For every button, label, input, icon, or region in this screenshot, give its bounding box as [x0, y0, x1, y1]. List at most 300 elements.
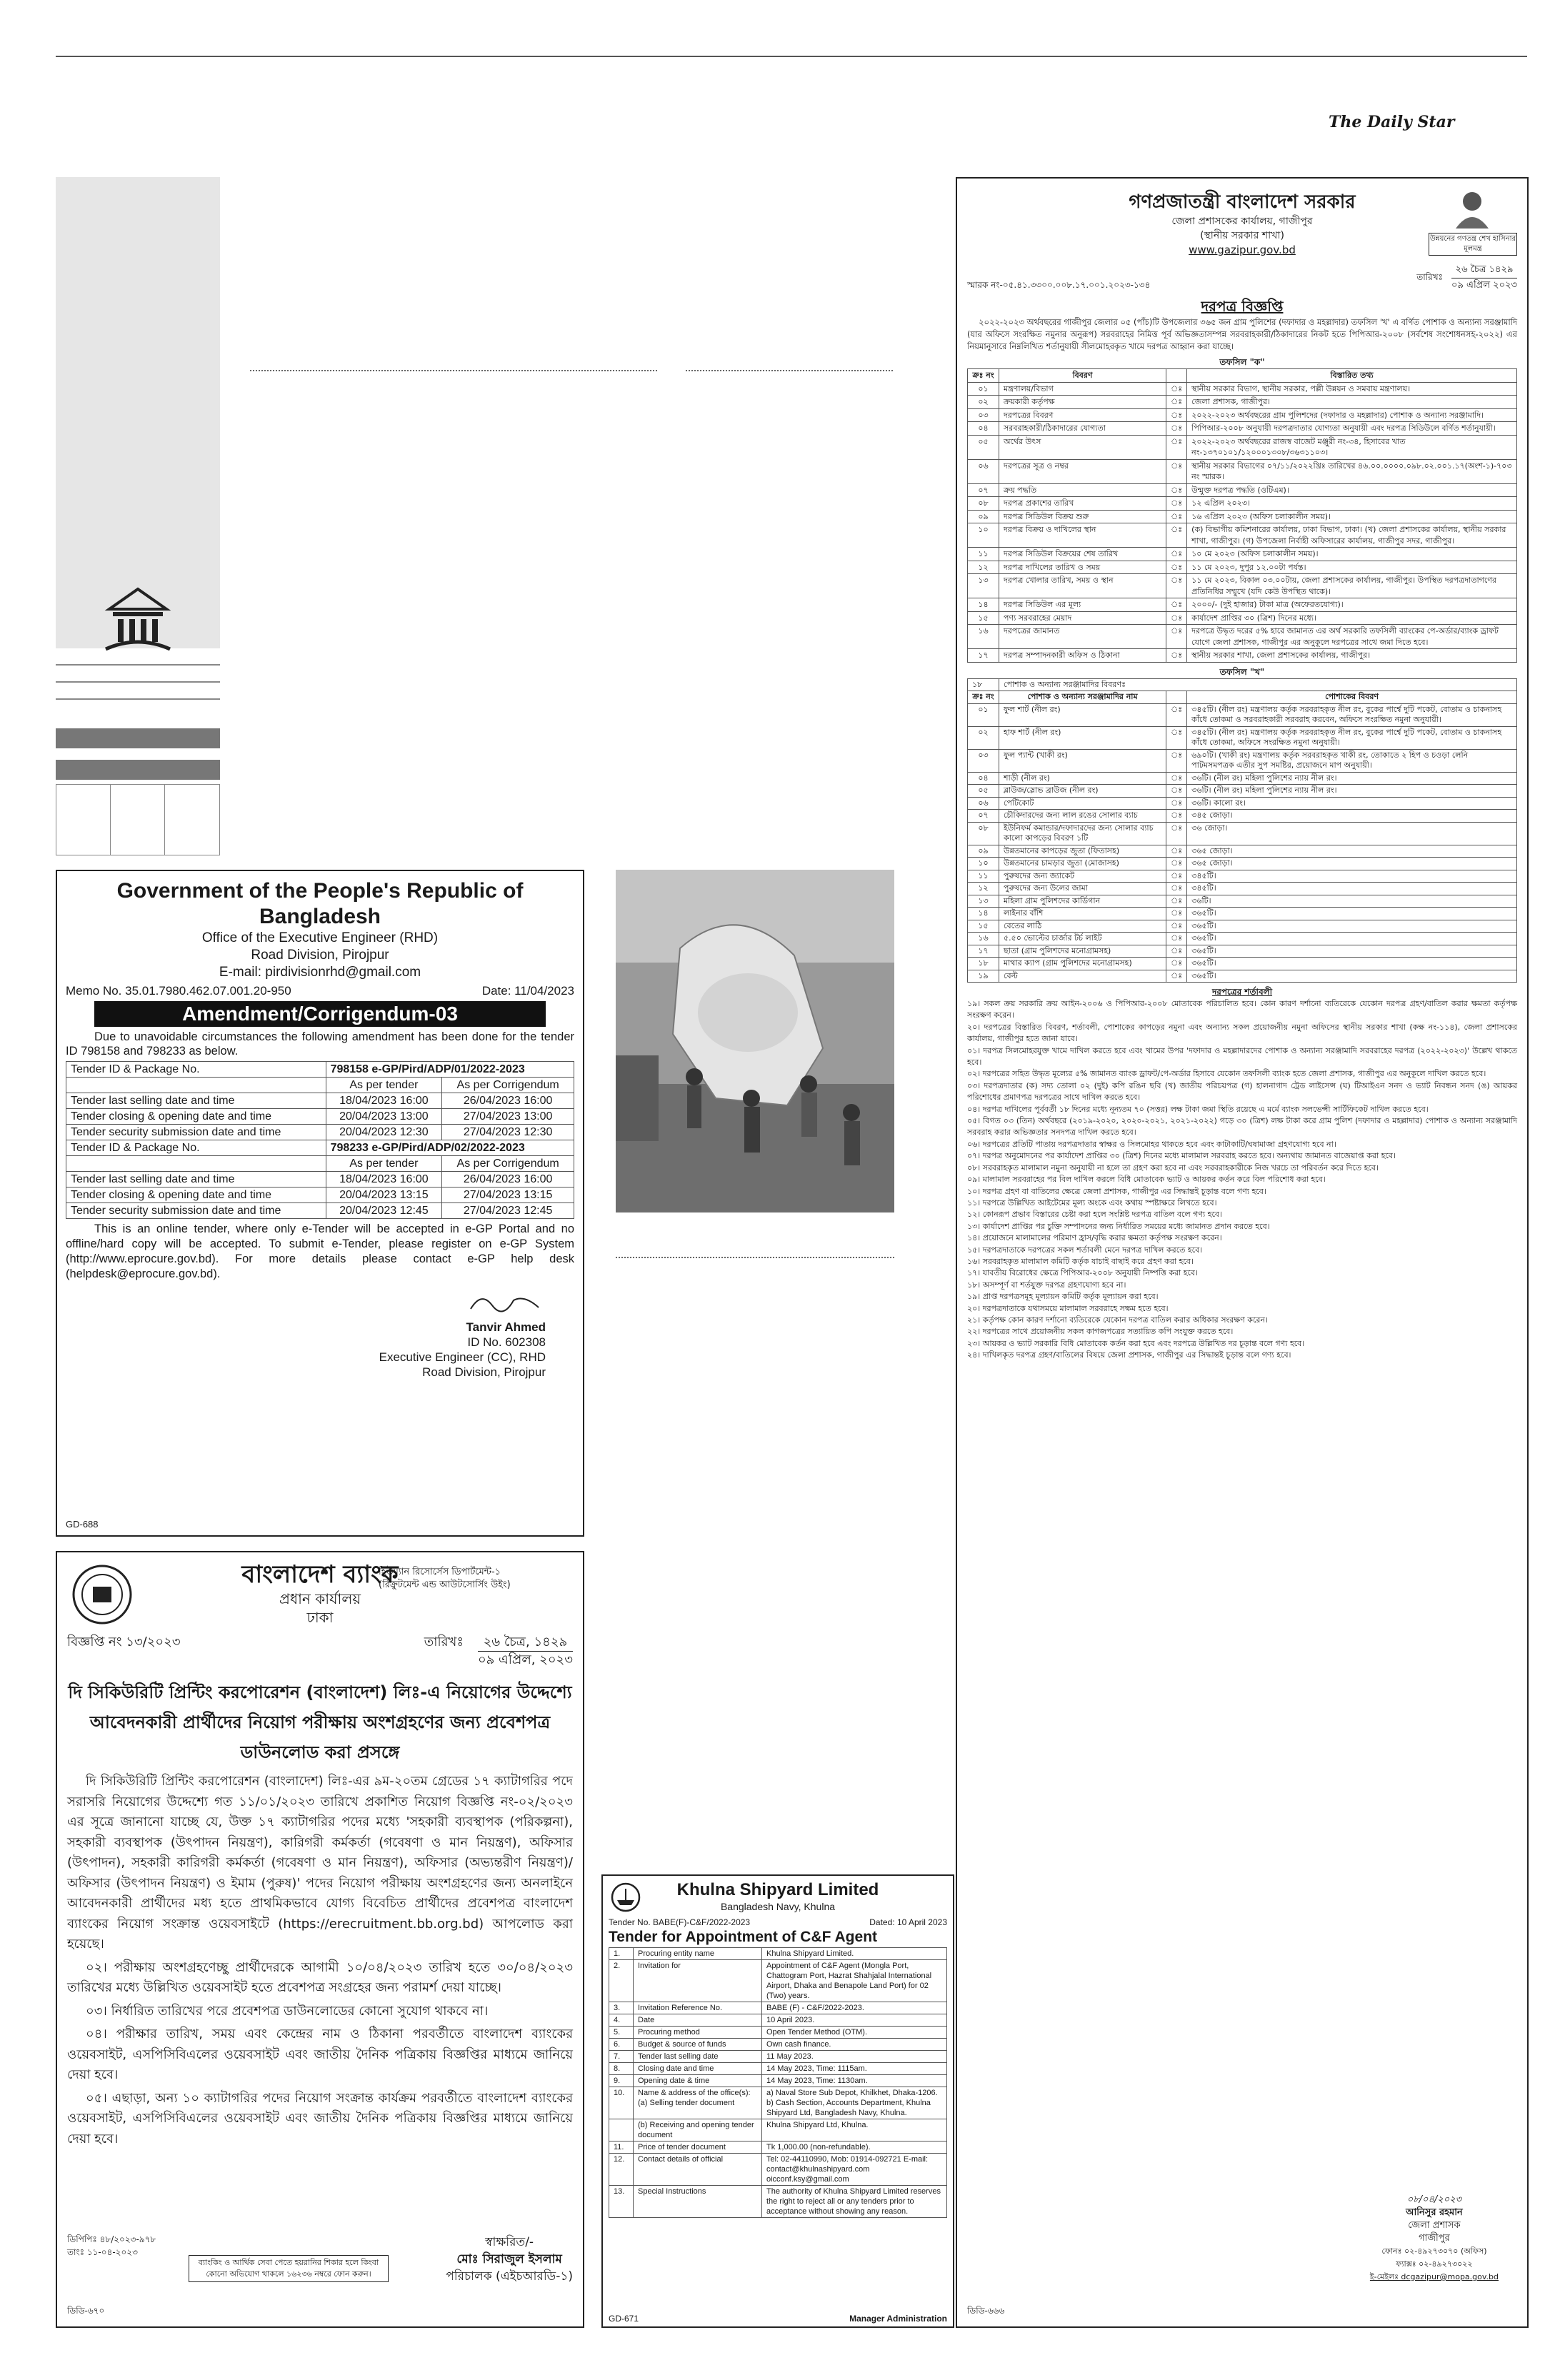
table-cell: জেলা প্রশাসক, গাজীপুর। — [1187, 396, 1517, 409]
table-cell: ০২ — [968, 726, 999, 749]
rhd-memo: Memo No. 35.01.7980.462.07.001.20-950 — [66, 984, 291, 998]
rhd-col-corrigendum: As per Corrigendum — [442, 1156, 574, 1172]
table-cell: Tender security submission date and time — [66, 1125, 326, 1140]
table-cell: 12. — [609, 2154, 634, 2186]
table-cell: ২০০০/- (দুই হাজার) টাকা মাত্র (অফেরতযোগ্য)। — [1187, 598, 1517, 612]
bb-para-2: ০২। পরীক্ষায় অংশগ্রহণেচ্ছু প্রার্থীদেরকে আগামী ১০/০৪/২০২৩ তারিখ হতে ৩০/০৪/২০২৩ তারিখের মধ্যে উল্লিখিত ওয়েবসাইট হতে প্রবেশপত্র সংগ্রহের জন্য পরামর্শ দেয়া যাচ্ছে। — [67, 1959, 573, 1995]
table-row — [968, 822, 1517, 845]
table-cell: Tender closing & opening date and time — [66, 1188, 326, 1203]
table-cell: 5. — [609, 2027, 634, 2039]
separator: ঃ — [1166, 408, 1187, 422]
rhd-email[interactable]: E-mail: pirdivisionrhd@gmail.com — [219, 965, 421, 980]
table-cell: ০৮ — [968, 822, 999, 845]
gov-code: ডিডি-৬৬৬ — [967, 2306, 1005, 2316]
table-cell: Budget & source of funds — [634, 2039, 762, 2051]
separator: ঃ — [1166, 845, 1187, 858]
table-cell: দরপত্র সিডিউল বিক্রয় শুরু — [999, 510, 1166, 523]
table-cell: ফুল প্যান্ট (খাকী রং) — [999, 749, 1166, 772]
bb-complaint-box: ব্যাংকিং ও আর্থিক সেবা পেতে হয়রানির শিকার হলে কিংবা কোনো অভিযোগ থাকলে ১৬২৩৬ নম্বরে ফোন করুন। — [189, 2255, 389, 2282]
table-cell: a) Naval Store Sub Depot, Khilkhet, Dhaka-1206. b) Cash Section, Accounts Department, Khulna Shipyard Ltd, Bangladesh Navy, Khulna. — [762, 2087, 947, 2119]
table-cell: Tender last selling date and time — [66, 1093, 326, 1109]
separator: ঃ — [1166, 945, 1187, 958]
table-cell: ৩৬৫টি। — [1187, 945, 1517, 958]
gov-b-hdr: পোশাক ও অন্যান্য সরঞ্জামাদির বিবরণঃ — [999, 678, 1517, 691]
dotted-rule-2 — [686, 370, 893, 371]
separator: ঃ — [1166, 598, 1187, 612]
table-cell: ৩৬৫ জোড়া। — [1187, 858, 1517, 870]
gov-web[interactable]: www.gazipur.gov.bd — [1189, 243, 1296, 256]
separator: ঃ — [1166, 772, 1187, 785]
table-cell: ৩৬৫টি। — [1187, 908, 1517, 920]
separator: ঃ — [1166, 611, 1187, 625]
separator: ঃ — [1166, 908, 1187, 920]
table-row — [609, 2119, 947, 2142]
table-cell: ৩৪৫টি। — [1187, 870, 1517, 883]
table-row — [968, 895, 1517, 908]
gov-a-col-detail: বিস্তারিত তথ্য — [1187, 369, 1517, 383]
rhd-package-row — [66, 1062, 574, 1078]
table-cell: ৩৬৫টি। — [1187, 958, 1517, 970]
table-cell: ৩৬টি। (নীল রং) মহিলা পুলিশের ন্যায় নীল রং। — [1187, 785, 1517, 798]
table-row — [968, 797, 1517, 810]
gov-date-bn: ২৬ চৈত্র ১৪২৯ — [1451, 263, 1517, 278]
table-cell: ১৯ — [968, 970, 999, 983]
table-row — [968, 958, 1517, 970]
table-cell: ৩৪৫টি। — [1187, 883, 1517, 895]
table-cell: ব্লাউজ/স্লোভ ব্রাউজ (নীল রং) — [999, 785, 1166, 798]
table-cell: 7. — [609, 2051, 634, 2063]
gov-sig-place: গাজীপুর — [1419, 2233, 1450, 2244]
table-cell: Khulna Shipyard Ltd, Khulna. — [762, 2119, 947, 2142]
term-item: ২০। দরপত্রদাতাকে যথাসময়ে মালামাল সরবরাহে সক্ষম হতে হবে। — [967, 1303, 1169, 1313]
table-cell: উন্মুক্ত দরপত্র পদ্ধতি (ওটিএম)। — [1187, 483, 1517, 497]
table-cell: স্থানীয় সরকার বিভাগের ০৭/১১/২০২২খ্রিঃ তারিখের ৪৬.০০.০০০০.০৯৮.০২.০০১.১৭(অংশ-১)-৭০৩ নং স্মারক। — [1187, 459, 1517, 483]
table-cell: ৩৪৫টি। (নীল রং) মন্ত্রণালয় কর্তৃক সরবরাহকৃত নীল রং, বুকের পার্শ্বে দুটি পকেট, বোতাম ও চাকনাসহ কাঁধে তোকমা ও সরবরাহকারী সরবরাহ করবেন, অফিসে সংরক্ষিত নমুনা অনুযায়ী। — [1187, 703, 1517, 726]
table-cell: ১৬ এপ্রিল ২০২৩ (অফিস চলাকালীন সময়)। — [1187, 510, 1517, 523]
table-cell: শাড়ী (নীল রং) — [999, 772, 1166, 785]
table-cell: মন্ত্রণালয়/বিভাগ — [999, 382, 1166, 396]
rhd-col-corrigendum: As per Corrigendum — [442, 1078, 574, 1093]
table-cell: ১৬ — [968, 933, 999, 945]
institution-icon — [99, 581, 177, 659]
bb-notice-no: বিজ্ঞপ্তি নং ১৩/২০২৩ — [67, 1635, 181, 1650]
table-cell: Contact details of official — [634, 2154, 762, 2186]
table-row — [968, 908, 1517, 920]
table-cell: বেল্ট — [999, 970, 1166, 983]
table-row — [609, 1948, 947, 1960]
table-cell: 27/04/2023 13:15 — [442, 1188, 574, 1203]
gov-slogan: উন্নয়নের গণতন্ত্র শেখ হাসিনার মূলমন্ত্র — [1429, 233, 1517, 256]
term-item: ০১। দরপত্র সিলমোহরযুক্ত খামে দাখিল করতে হবে এবং খামের উপর 'দফাদার ও মহল্লাদারদের পোশাক ও অন্যান্য সরঞ্জামাদি সরবরাহের দরপত্র (২০২২-২০২৩)' উল্লেখ থাকতে হবে। — [967, 1045, 1517, 1068]
table-cell: ১৪ — [968, 598, 999, 612]
table-row — [609, 2039, 947, 2051]
table-row — [609, 2002, 947, 2014]
table-cell: 27/04/2023 12:45 — [442, 1203, 574, 1219]
table-cell: পুরুষদের জন্য উলের জামা — [999, 883, 1166, 895]
bb-dept: হিউম্যান রিসোর্সেস ডিপার্টমেন্ট-১ — [379, 1567, 501, 1577]
table-cell: ৩৬৫টি। — [1187, 933, 1517, 945]
gov-b-col-sep — [1166, 691, 1187, 704]
rhd-title: Government of the People's Republic of Bangladesh — [116, 879, 524, 928]
table-cell: ক্রয়কারী কর্তৃপক্ষ — [999, 396, 1166, 409]
table-row — [66, 1109, 574, 1125]
table-cell: স্থানীয় সরকার শাখা, জেলা প্রশাসকের কার্যালয়, গাজীপুর। — [1187, 649, 1517, 663]
bangladesh-bank-ad — [56, 1551, 584, 2328]
bb-ref-2: তাংঃ ১১-০৪-২০২৩ — [67, 2247, 138, 2257]
table-cell: 14 May 2023, Time: 1115am. — [762, 2063, 947, 2075]
table-cell: ১১ মে ২০২৩, বিকাল ০৩.০০টায়, জেলা প্রশাসকের কার্যালয়, গাজীপুর। উপস্থিত দরপত্রদাতাগণের প্রতিনিধির সম্মুখে (যদি কেউ উপস্থিত থাকে)। — [1187, 574, 1517, 598]
table-cell: 2. — [609, 1960, 634, 2002]
table-cell: 11 May 2023. — [762, 2051, 947, 2063]
separator: ঃ — [1166, 574, 1187, 598]
table-row — [609, 2014, 947, 2027]
bb-name: বাংলাদেশ ব্যাংক — [241, 1560, 399, 1589]
separator: ঃ — [1166, 810, 1187, 823]
table-cell: দরপত্র সম্পাদনকারী অফিস ও ঠিকানা — [999, 649, 1166, 663]
table-cell: স্থানীয় সরকার বিভাগ, স্থানীয় সরকার, পল্লী উন্নয়ন ও সমবায় মন্ত্রণালয়। — [1187, 382, 1517, 396]
rhd-col-header-row — [66, 1156, 574, 1172]
ksy-tender-no: Tender No. BABE(F)-C&F/2022-2023 — [609, 1917, 751, 1927]
table-cell: ৩৬টি। কালো রং। — [1187, 797, 1517, 810]
term-item: ২২। দরপত্রের সাথে প্রয়োজনীয় সকল কাগজপত্রের সত্যায়িত কপি সংযুক্ত করতে হবে। — [967, 1327, 1234, 1337]
table-cell: 14 May 2023, Time: 1130am. — [762, 2075, 947, 2087]
table-row — [968, 970, 1517, 983]
rhd-sig-div: Road Division, Pirojpur — [422, 1365, 546, 1379]
term-item: ১০। দরপত্র গ্রহণ বা বাতিলের ক্ষেত্রে জেলা প্রশাসক, গাজীপুর এর সিদ্ধান্তই চূড়ান্ত বলে গণ্য হবে। — [967, 1186, 1266, 1196]
table-cell: ০১ — [968, 703, 999, 726]
table-cell: দরপত্র দাখিলের তারিখ ও সময় — [999, 561, 1166, 574]
gov-date-label: তারিখঃ — [1416, 271, 1444, 282]
gazipur-tender-ad — [956, 177, 1529, 2328]
table-cell: ২০২২-২০২৩ অর্থবছরের গ্রাম পুলিশদের (দফাদার ও মহল্লাদার) পোশাক ও অন্যান্য সরঞ্জামাদি। — [1187, 408, 1517, 422]
khulna-shipyard-ad — [601, 1874, 954, 2328]
table-row — [968, 510, 1517, 523]
dotted-rule-3 — [616, 1257, 894, 1258]
news-photo — [616, 870, 894, 1212]
table-cell: দরপত্রের সূত্র ও নম্বর — [999, 459, 1166, 483]
gov-a-col-sep — [1166, 369, 1187, 383]
gov-a-col-no: ক্রঃ নং — [968, 369, 999, 383]
table-cell: ০৮ — [968, 497, 999, 511]
table-cell: ১০ — [968, 523, 999, 548]
bank-seal-icon — [70, 1562, 134, 1627]
table-cell: ০৯ — [968, 845, 999, 858]
table-cell: ১৭ — [968, 649, 999, 663]
table-row — [968, 497, 1517, 511]
rhd-package-id: 798233 e-GP/Pird/ADP/02/2022-2023 — [326, 1140, 574, 1156]
table-cell: Open Tender Method (OTM). — [762, 2027, 947, 2039]
separator: ঃ — [1166, 883, 1187, 895]
table-cell: Own cash finance. — [762, 2039, 947, 2051]
gov-sig-name: আনিসুর রহমান — [1406, 2207, 1463, 2218]
separator: ঃ — [1166, 920, 1187, 933]
table-cell: ১১ — [968, 548, 999, 561]
table-cell: ০৬ — [968, 797, 999, 810]
gov-sig-title: জেলা প্রশাসক — [1408, 2220, 1461, 2231]
rhd-office: Office of the Executive Engineer (RHD) — [201, 930, 439, 945]
separator: ঃ — [1166, 858, 1187, 870]
gov-schedule-b: তফসিল "খ" — [1219, 666, 1265, 677]
separator: ঃ — [1166, 483, 1187, 497]
term-item: ১৩। কার্যাদেশ প্রাপ্তির পর চুক্তি সম্পাদনের জন্য নির্ধারিত সময়ের মধ্যে জামানত প্রদান করতে হবে। — [967, 1221, 1270, 1231]
table-cell: ১০ মে ২০২৩ (অফিস চলাকালীন সময়)। — [1187, 548, 1517, 561]
table-cell: ১১ — [968, 870, 999, 883]
term-item: ১৭। যাবতীয় বিরোধের ক্ষেত্রে পিপিআর-২০০৮ অনুযায়ী নিষ্পত্তি করা হবে। — [967, 1268, 1198, 1278]
term-item: ১১। দরপত্রে উল্লিখিত আইটেমের মূল্য অংকে এবং কথায় স্পষ্টাক্ষরে লিখতে হবে। — [967, 1197, 1217, 1207]
gov-intro: ২০২২-২০২৩ অর্থবছরের গাজীপুর জেলার ০৫ (পাঁচ)টি উপজেলার ৩৬৫ জন গ্রাম পুলিশের (দফাদার ও মহল্লাদার) তফসিল 'খ' এ বর্ণিত পোশাক ও অন্যান্য সরঞ্জামাদি (যার অফিসে সংরক্ষিত নমুনার অনুরূপ) সরবরাহের নিমিত্ত পূর্ব অভিজ্ঞতাসম্পন্ন সরবরাহকারী/ঠিকাদারের নিকট হতে পিপিআর-২০০৮ (সর্বশেষ সংশোধনসহ-২০২২) এর নিয়মানুসারে নিম্নলিখিত শর্তানুযায়ী সীলমোহরকৃত খামে দরপত্র আহ্বান করা যাচ্ছে। — [967, 317, 1517, 351]
table-cell: ০২ — [968, 396, 999, 409]
table-cell: দরপত্র প্রকাশের তারিখ — [999, 497, 1166, 511]
table-cell: সরবরাহকারী/ঠিকাদারের যোগ্যতা — [999, 422, 1166, 436]
separator: ঃ — [1166, 797, 1187, 810]
bb-para-1: দি সিকিউরিটি প্রিন্টিং করপোরেশন (বাংলাদেশ) লিঃ-এর ৯ম-২০তম গ্রেডের ১৭ ক্যাটাগরির পদে সরাসরি নিয়োগের উদ্দেশ্যে গত ১১/০১/২০২৩ তারিখে প্রকাশিত নিয়োগ বিজ্ঞপ্তি নং-০২/২০২৩ এর সূত্রে জানানো যাচ্ছে যে, উক্ত ১৭ ক্যাটাগরির পদের মধ্যে 'সহকারী ব্যবস্থাপক (পরিকল্পনা), সহকারী ব্যবস্থাপক (উৎপাদন নিয়ন্ত্রণ), কারিগরী কর্মকর্তা (গবেষণা ও মান নিয়ন্ত্রণ), অফিসার (উৎপাদন), সহকারী কারিগরী কর্মকর্তা (গবেষণা ও মান নিয়ন্ত্রণ), অফিসার (অভ্যন্তরীণ নিয়ন্ত্রণ)/অফিসার (উৎপাদন নিয়ন্ত্রণ) ও ইমাম (পুরুষ)' পদের নিয়োগ পরীক্ষায় অংশগ্রহণের জন্য অনলাইনে আবেদনকারী প্রার্থীদের মধ্য হতে প্রাথমিকভাবে যোগ্য বিবেচিত প্রার্থীদের প্রবেশপত্র বাংলাদেশ ব্যাংকের নিয়োগ সংক্রান্ত ওয়েবসাইটে (https://erecruitment.bb.org.bd) আপলোড করা হয়েছে। — [67, 1774, 573, 1952]
table-row — [66, 1093, 574, 1109]
table-cell: Tender closing & opening date and time — [66, 1109, 326, 1125]
table-cell: Tender security submission date and time — [66, 1203, 326, 1219]
term-item: ০৭। দরপত্র অনুমোদনের পর কার্যাদেশ প্রাপ্তির ৩০ (ত্রিশ) দিনের মধ্যে মালামাল সরবরাহ করতে হবে। অন্যথায় জামানত বাজেয়াপ্ত করা হবে। — [967, 1151, 1396, 1161]
gov-schedule-a: তফসিল "ক" — [1219, 357, 1265, 367]
table-row — [968, 435, 1517, 459]
table-cell: Special Instructions — [634, 2186, 762, 2218]
table-row — [968, 611, 1517, 625]
table-cell: Date — [634, 2014, 762, 2027]
gov-schedule-a-table — [967, 368, 1517, 663]
gov-b-col-name: পোশাক ও অন্যান্য সরঞ্জামাদির নাম — [999, 691, 1166, 704]
term-item: ০৯। মালামাল সরবরাহের পর বিল দাখিল করলে বিধি মোতাবেক ভ্যাট ও আয়কর কর্তন করে বিল পরিশোধ করা হবে। — [967, 1175, 1326, 1185]
table-cell: ২০২২-২০২৩ অর্থবছরের রাজস্ব বাজেট মঞ্জুরী নং-৩৪, হিসাবের খাত নং-১৩৭০১০১/১২০০০১৩০৮/৩৬৩১১০৩। — [1187, 435, 1517, 459]
table-row — [968, 396, 1517, 409]
separator: ঃ — [1166, 497, 1187, 511]
gov-office: জেলা প্রশাসকের কার্যালয়, গাজীপুর — [1171, 216, 1313, 227]
table-cell: ০৭ — [968, 810, 999, 823]
separator: ঃ — [1166, 726, 1187, 749]
term-item: ২৩। আয়কর ও ভ্যাট সরকারি বিধি মোতাবেক কর্তন করা হবে এবং দরপত্রে উল্লিখিত দর চূড়ান্ত বলে গণ্য হবে। — [967, 1338, 1305, 1348]
table-cell: ৩৬ জোড়া। — [1187, 822, 1517, 845]
term-item: ২০। দরপত্রের বিস্তারিত বিবরণ, শর্তাবলী, পোশাকের কাপড়ের নমুনা এবং অন্যান্য সকল প্রয়োজনীয় নমুনা অফিসের স্থানীয় সরকার শাখা (কক্ষ নং-১১৪), জেলা প্রশাসকের কার্যালয়, গাজীপুর হতে জানা যাবে। — [967, 1022, 1517, 1044]
table-cell: দরপত্রে উদ্ধৃত দরের ৫% হারে জামানত এর অর্থ সরকারি তফসিলী ব্যাংকের পে-অর্ডার/ব্যাংক ড্রাফট যোগে জেলা প্রশাসক, গাজীপুর এর অনুকূলে দরপত্রের সাথে জমা দিতে হবে। — [1187, 625, 1517, 649]
table-row — [968, 523, 1517, 548]
term-item: ২৪। দাখিলকৃত দরপত্র গ্রহণ/বাতিলের বিষয়ে জেলা প্রশাসক, গাজীপুর এর সিদ্ধান্তই চূড়ান্ত বলে গণ্য হবে। — [967, 1350, 1291, 1360]
rhd-sig-name: Tanvir Ahmed — [466, 1320, 546, 1334]
table-row — [609, 2142, 947, 2154]
table-cell: 6. — [609, 2039, 634, 2051]
term-item: ২১। কর্তৃপক্ষ কোন কারণ দর্শানো ব্যতিরেকে যেকোন দরপত্র বাতিল করার অধিকার সংরক্ষণ করেন। — [967, 1315, 1268, 1325]
rhd-package-label: Tender ID & Package No. — [66, 1062, 326, 1078]
table-cell: উন্নতমানের চামড়ার জুতা (মোজাসহ) — [999, 858, 1166, 870]
gov-schedule-b-table — [967, 678, 1517, 983]
separator: ঃ — [1166, 649, 1187, 663]
gov-terms — [967, 998, 1517, 1362]
rhd-table — [66, 1061, 574, 1219]
separator: ঃ — [1166, 933, 1187, 945]
table-row — [968, 483, 1517, 497]
table-cell: (ক) বিভাগীয় কমিশনারের কার্যালয়, ঢাকা বিভাগ, ঢাকা। (খ) জেলা প্রশাসকের কার্যালয়, স্থানীয় সরকার শাখা, গাজীপুর। (গ) উপজেলা নির্বাহী অফিসারের কার্যালয়, গাজীপুর সদর, গাজীপুর। — [1187, 523, 1517, 548]
term-item: ১৬। সরবরাহকৃত মালামাল কমিটি কর্তৃক যাচাই বাছাই করে গ্রহণ করা হবে। — [967, 1256, 1194, 1266]
placeholder-rules — [56, 656, 220, 841]
rhd-date: Date: 11/04/2023 — [481, 984, 574, 998]
table-cell: ৫.৫০ ভোল্টের চার্জার টর্চ লাইট — [999, 933, 1166, 945]
table-cell: ১৫ — [968, 920, 999, 933]
gov-b-hdr-no: ১৮ — [968, 678, 999, 691]
table-cell: 8. — [609, 2063, 634, 2075]
table-cell: দরপত্র সিডিউল এর মূল্য — [999, 598, 1166, 612]
table-cell: Tender last selling date — [634, 2051, 762, 2063]
term-item: ০৩। দরপত্রদাতার (ক) সদ্য তোলা ০২ (দুই) কপি রঙিন ছবি (খ) জাতীয় পরিচয়পত্র (গ) হালনাগাদ ট্রেড লাইসেন্স (ঘ) টিআইএন সনদ ও ভ্যাট নিবন্ধন সনদ (ঙ) আয়কর পরিশোধের প্রমাণপত্র দরপত্রের সাথে দাখিল করতে হবে। — [967, 1080, 1517, 1103]
gov-a-col-desc: বিবরণ — [999, 369, 1166, 383]
masthead-logo: The Daily Star — [1329, 113, 1455, 131]
bb-office: প্রধান কার্যালয় — [279, 1590, 361, 1607]
table-cell: ১১ মে ২০২৩, দুপুর ১২.০০টা পর্যন্ত। — [1187, 561, 1517, 574]
gov-b-col-desc: পোশাকের বিবরণ — [1187, 691, 1517, 704]
bb-para-5: ০৫। এছাড়া, অন্য ১০ ক্যাটাগরির পদের নিয়োগ সংক্রান্ত কার্যক্রম পরবর্তীতে বাংলাদেশ ব্যাংকের ওয়েবসাইট, এসপিসিবিএলের ওয়েবসাইট এবং জাতীয় দৈনিক পত্রিকায় বিজ্ঞপ্তির মাধ্যমে জানিয়ে দেয়া হবে। — [67, 2090, 573, 2146]
bb-sig-title: পরিচালক (এইচআরডি-১) — [446, 2269, 573, 2284]
table-cell: ০৩ — [968, 408, 999, 422]
separator: ঃ — [1166, 548, 1187, 561]
table-cell: ৩৬৫ জোড়া। — [1187, 845, 1517, 858]
term-item: ০২। দরপত্রের সহিত উদ্ধৃত মূল্যের ৫% জামানত ব্যাংক ড্রাফট/পে-অর্ডার হিসাবে যেকোন তফসিলী ব্যাংক হতে জেলা প্রশাসক, গাজীপুর এর অনুকূলে দাখিল করতে হবে। — [967, 1069, 1486, 1079]
ksy-heading: Tender for Appointment of C&F Agent — [609, 1929, 878, 1945]
table-cell: Closing date and time — [634, 2063, 762, 2075]
table-row — [609, 2087, 947, 2119]
table-cell: বেতের লাঠি — [999, 920, 1166, 933]
table-cell: মহিলা গ্রাম পুলিশদের কার্ডিগান — [999, 895, 1166, 908]
bb-ref-1: ডিপিপিঃ ৪৮/২০২৩-৯৭৮ — [67, 2234, 156, 2244]
table-cell: Price of tender document — [634, 2142, 762, 2154]
table-cell: BABE (F) - C&F/2022-2023. — [762, 2002, 947, 2014]
table-cell: Invitation Reference No. — [634, 2002, 762, 2014]
ksy-table — [609, 1947, 947, 2218]
table-cell: 20/04/2023 13:00 — [326, 1109, 442, 1125]
ksy-title: Khulna Shipyard Limited — [676, 1880, 879, 1899]
separator: ঃ — [1166, 785, 1187, 798]
separator: ঃ — [1166, 523, 1187, 548]
table-cell: 18/04/2023 16:00 — [326, 1093, 442, 1109]
rhd-col-header-row — [66, 1078, 574, 1093]
table-row — [968, 883, 1517, 895]
dotted-rule-1 — [250, 370, 657, 371]
rhd-code: GD-688 — [66, 1519, 99, 1530]
gov-title: গণপ্রজাতন্ত্রী বাংলাদেশ সরকার — [1129, 191, 1356, 213]
table-cell: ১২ — [968, 561, 999, 574]
gov-branch: (স্থানীয় সরকার শাখা) — [1200, 230, 1284, 241]
table-cell: পিপিআর-২০০৮ অনুযায়ী দরপত্রদাতার যোগ্যতা অনুযায়ী এবং দরপত্র সিডিউলে বর্ণিত শর্তানুযায়ী। — [1187, 422, 1517, 436]
bb-signed: স্বাক্ষরিত/- — [485, 2235, 534, 2249]
table-row — [968, 749, 1517, 772]
term-item: ০৬। দরপত্রের প্রতিটি পাতায় দরপত্রদাতার স্বাক্ষর ও সিলমোহর থাকতে হবে এবং কাটাকাটি/ঘষামাজা গ্রহণযোগ্য হবে না। — [967, 1139, 1336, 1149]
table-cell: Khulna Shipyard Limited. — [762, 1948, 947, 1960]
table-cell: চৌকিদারদের জন্য লাল রঙের সোলার ব্যাচ — [999, 810, 1166, 823]
table-row — [968, 625, 1517, 649]
gov-heading: দরপত্র বিজ্ঞপ্তি — [1201, 298, 1284, 315]
table-row — [968, 574, 1517, 598]
table-cell: ফুল শার্ট (নীল রং) — [999, 703, 1166, 726]
table-row — [968, 945, 1517, 958]
table-row — [968, 649, 1517, 663]
gov-b-col-no: ক্রঃ নং — [968, 691, 999, 704]
table-cell: 26/04/2023 16:00 — [442, 1172, 574, 1188]
gov-email[interactable]: ই-মেইলঃ dcgazipur@mopa.gov.bd — [1369, 2272, 1499, 2281]
rhd-division: Road Division, Pirojpur — [251, 948, 389, 963]
table-cell: দরপত্র সিডিউল বিক্রয়ের শেষ তারিখ — [999, 548, 1166, 561]
term-item: ০৪। দরপত্র দাখিলের পূর্ববর্তী ১৮ দিনের মধ্যে নূন্যতম ৭০ (সত্তর) লক্ষ টাকা জমা স্থিতি রয়েছে এ মর্মে ব্যাংক সলভেন্সী সার্টিফিকেট দাখিল করতে হবে। — [967, 1104, 1429, 1114]
table-cell: ইউনিফর্ম কমান্ডার/দফাদারদের জন্য সোলার ব্যাচ কালো কাপড়ের বিবরণ ১টি — [999, 822, 1166, 845]
bb-para-4: ০৪। পরীক্ষার তারিখ, সময় এবং কেন্দ্রের নাম ও ঠিকানা পরবর্তীতে বাংলাদেশ ব্যাংকের ওয়েবসাইট, এসপিসিবিএলের ওয়েবসাইট এবং জাতীয় দৈনিক পত্রিকায় বিজ্ঞপ্তির মাধ্যমে জানিয়ে দেয়া হবে। — [67, 2027, 573, 2082]
table-cell: Tel: 02-44110990, Mob: 01914-092721 E-mail: contact@khulnashipyard.com oicconf.ksy@gmail.com — [762, 2154, 947, 2186]
table-cell: 26/04/2023 16:00 — [442, 1093, 574, 1109]
table-row — [66, 1172, 574, 1188]
table-row — [609, 2075, 947, 2087]
table-cell: পুরুষদের জন্য জ্যাকেট — [999, 870, 1166, 883]
rhd-package-label: Tender ID & Package No. — [66, 1140, 326, 1156]
table-cell: ০৭ — [968, 483, 999, 497]
table-cell: হাফ শার্ট (নীল রং) — [999, 726, 1166, 749]
separator: ঃ — [1166, 396, 1187, 409]
table-row — [609, 2027, 947, 2039]
table-cell: ১৮ — [968, 958, 999, 970]
table-cell: দরপত্র বিক্রয় ও দাখিলের স্থান — [999, 523, 1166, 548]
table-row — [609, 1960, 947, 2002]
bb-code: ডিডি-৬৭০ — [67, 2306, 105, 2316]
table-row — [968, 845, 1517, 858]
table-cell: ০৪ — [968, 422, 999, 436]
table-cell: ছাতা (গ্রাম পুলিশদের মনোগ্রামসহ) — [999, 945, 1166, 958]
table-cell: 20/04/2023 12:45 — [326, 1203, 442, 1219]
table-cell: ১৪ — [968, 908, 999, 920]
table-cell: দরপত্রের বিবরণ — [999, 408, 1166, 422]
rhd-banner: Amendment/Corrigendum-03 — [94, 1001, 546, 1027]
table-cell: ৩৬৫টি। — [1187, 970, 1517, 983]
table-cell: 11. — [609, 2142, 634, 2154]
table-cell: লাইনার বাঁশি — [999, 908, 1166, 920]
rhd-sig-title: Executive Engineer (CC), RHD — [379, 1350, 546, 1364]
table-row — [968, 858, 1517, 870]
table-cell: ০১ — [968, 382, 999, 396]
table-cell: Tk 1,000.00 (non-refundable). — [762, 2142, 947, 2154]
table-cell: ০৩ — [968, 749, 999, 772]
bb-sig-name: মোঃ সিরাজুল ইসলাম — [456, 2252, 562, 2266]
separator: ঃ — [1166, 625, 1187, 649]
term-item: ১২। কোনরূপ প্রভাব বিস্তারের চেষ্টা করা হলে সংশ্লিষ্ট দরপত্র বাতিল বলে গণ্য হবে। — [967, 1210, 1222, 1220]
table-cell: ০৫ — [968, 435, 999, 459]
bb-headline: দি সিকিউরিটি প্রিন্টিং করপোরেশন (বাংলাদেশ) লিঃ-এ নিয়োগের উদ্দেশ্যে আবেদনকারী প্রার্থীদের নিয়োগ পরীক্ষায় অংশগ্রহণের জন্য প্রবেশপত্র ডাউনলোড করা প্রসঙ্গে — [68, 1682, 572, 1762]
table-row — [968, 459, 1517, 483]
table-cell: উন্নতমানের কাপড়ের জুতা (ফিতাসহ) — [999, 845, 1166, 858]
ksy-code: GD-671 — [609, 2314, 639, 2324]
table-cell: ক্রয় পদ্ধতি — [999, 483, 1166, 497]
signature-mark — [467, 1287, 546, 1316]
table-cell: 4. — [609, 2014, 634, 2027]
table-cell: (b) Receiving and opening tender document — [634, 2119, 762, 2142]
separator: ঃ — [1166, 870, 1187, 883]
rhd-note: This is an online tender, where only e-Tender will be accepted in e-GP Portal and no offline/hard copy will be accepted. To submit e-Tender, please register on e-GP System (http://www.eprocure.gov.bd). For more details please contact e-GP help desk (helpdesk@eprocure.gov.bd). — [66, 1222, 574, 1280]
table-row — [609, 2154, 947, 2186]
table-row — [968, 422, 1517, 436]
bb-city: ঢাকা — [306, 1609, 334, 1626]
table-cell: Invitation for — [634, 1960, 762, 2002]
table-row — [968, 598, 1517, 612]
bb-date-label: তারিখঃ — [424, 1635, 464, 1650]
table-row — [968, 561, 1517, 574]
table-cell: 27/04/2023 12:30 — [442, 1125, 574, 1140]
table-cell: Name & address of the office(s): (a) Selling tender document — [634, 2087, 762, 2119]
table-cell: 20/04/2023 13:15 — [326, 1188, 442, 1203]
table-row — [968, 548, 1517, 561]
rhd-col-tender: As per tender — [326, 1156, 442, 1172]
table-cell: ৩৬টি। — [1187, 895, 1517, 908]
table-row — [968, 408, 1517, 422]
separator: ঃ — [1166, 970, 1187, 983]
rhd-col-tender: As per tender — [326, 1078, 442, 1093]
